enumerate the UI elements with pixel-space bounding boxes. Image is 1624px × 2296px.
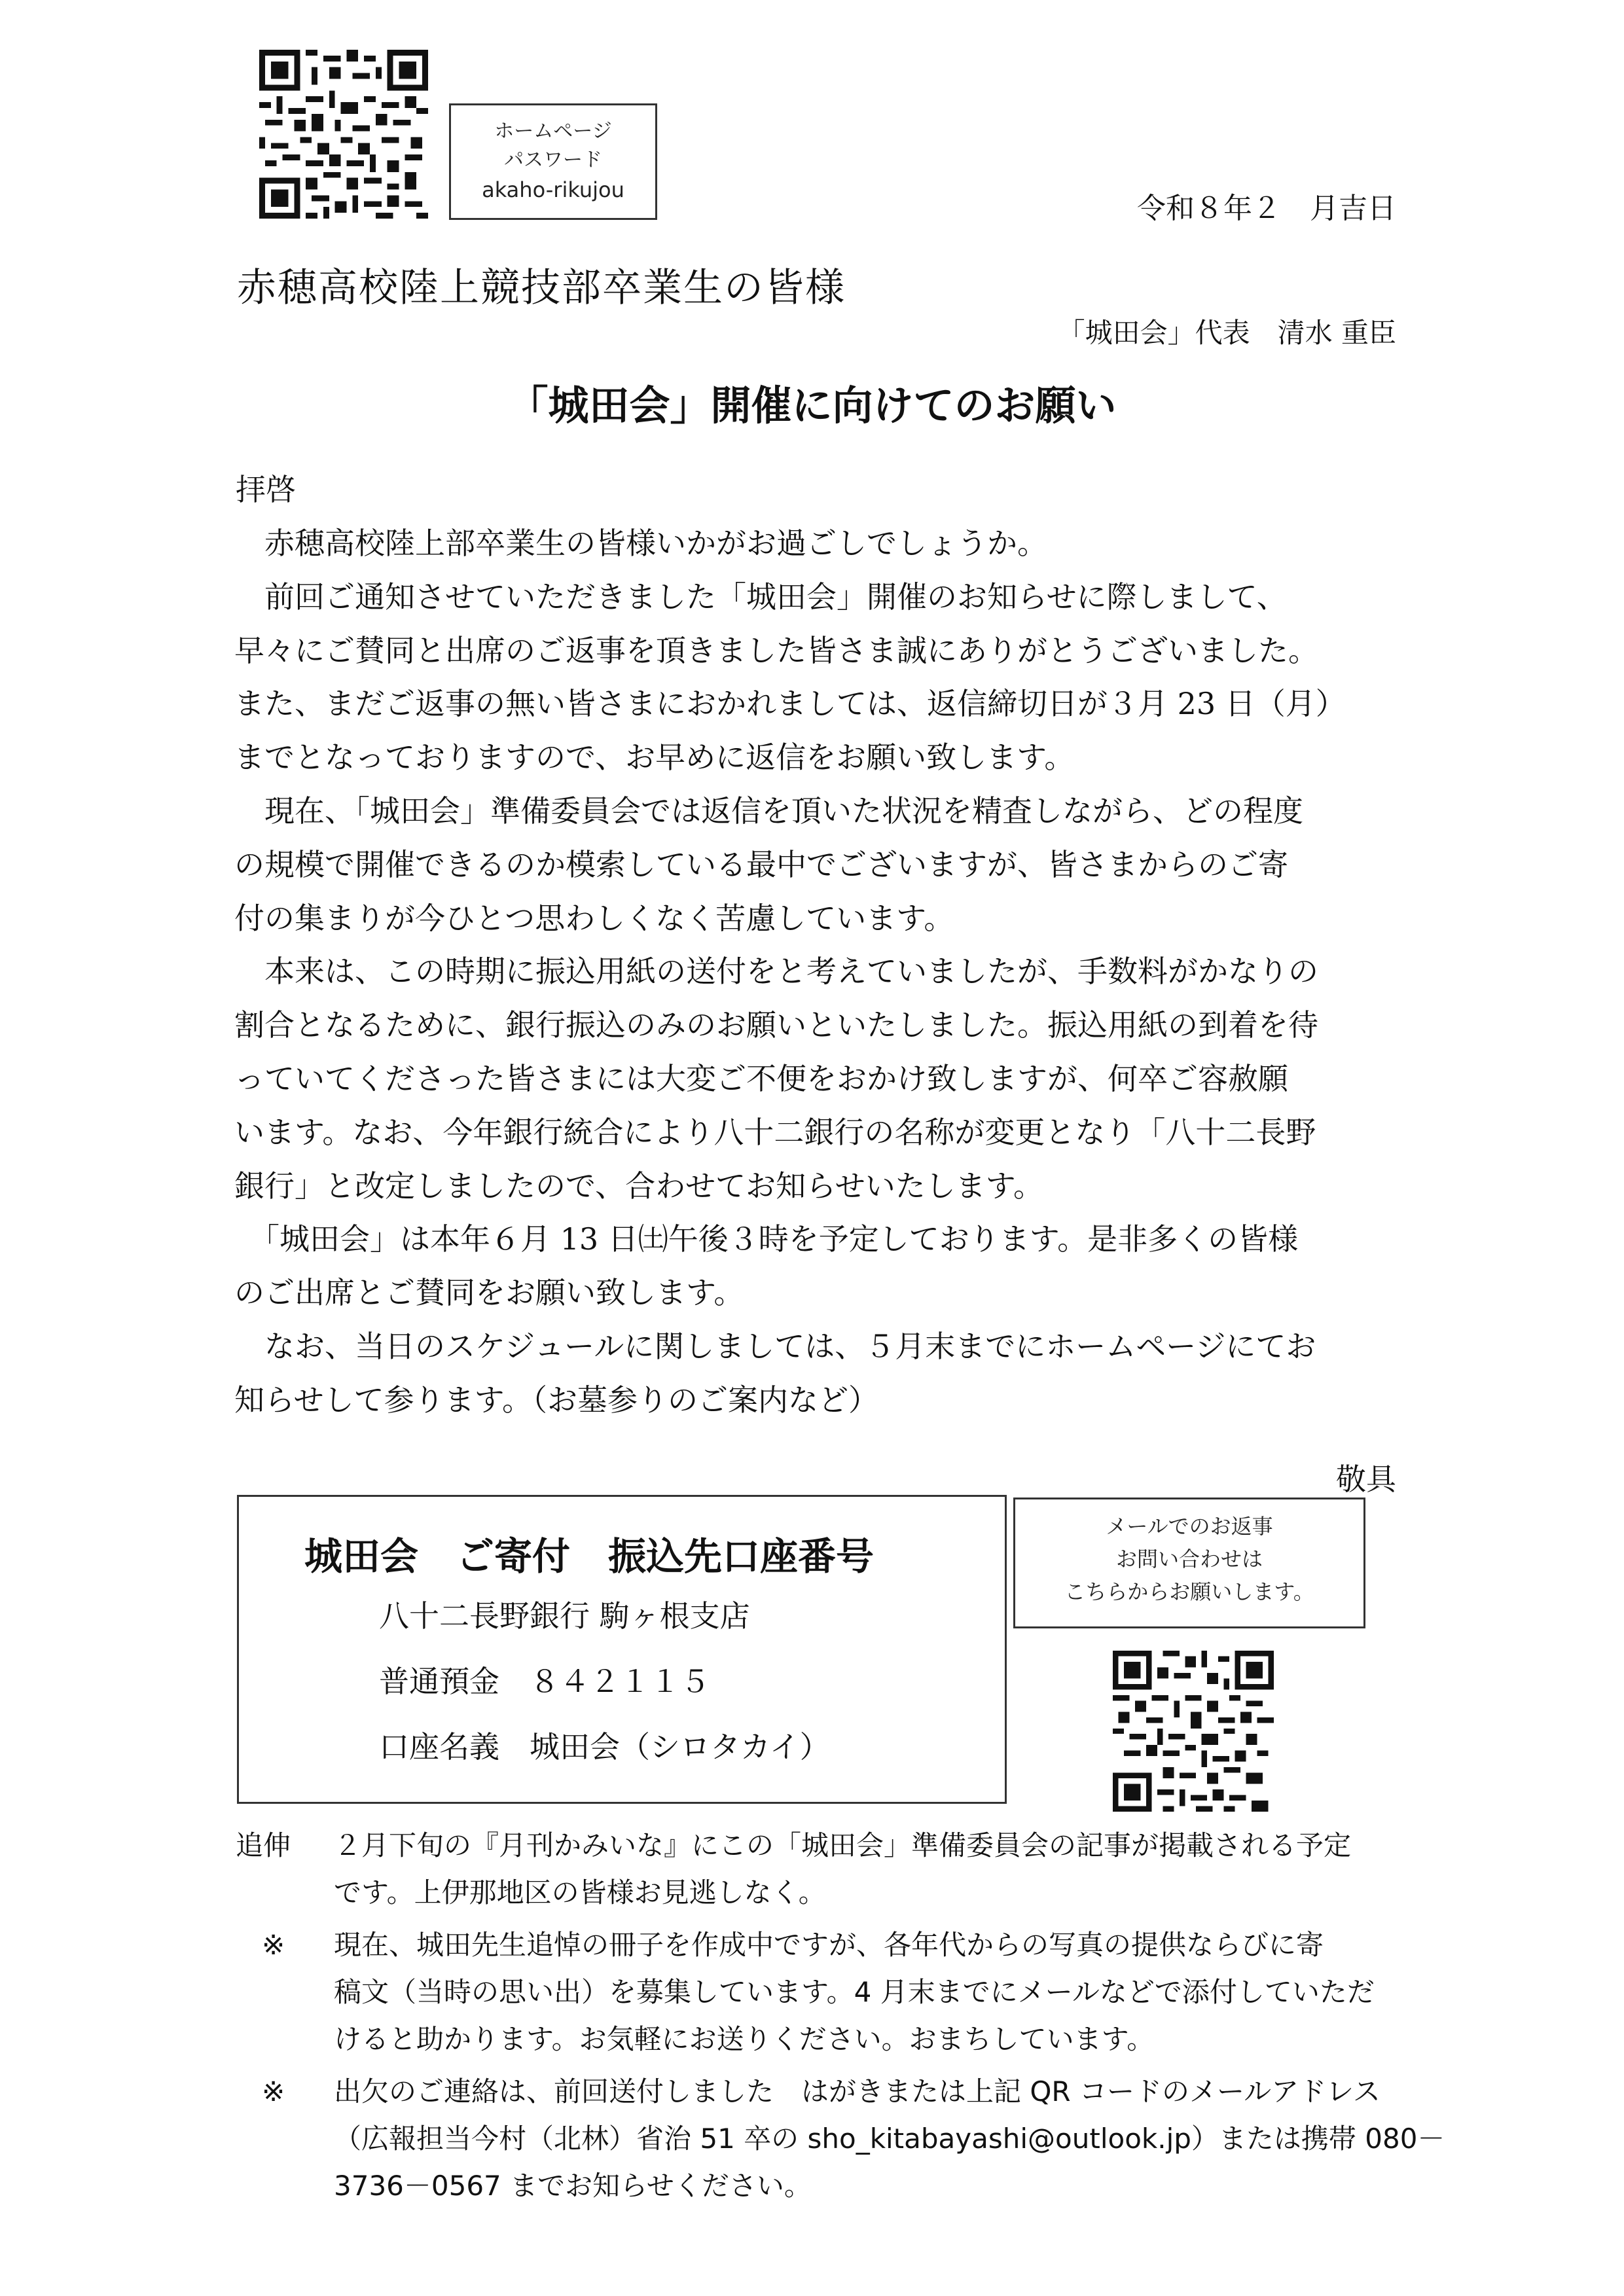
postscript-line: けると助かります。お気軽にお送りください。おまちしています。 (334, 2023, 1155, 2055)
sender: 「城田会」代表 清水 重臣 (1057, 317, 1396, 349)
account-holder: 口座名義 城田会（シロタカイ） (379, 1729, 830, 1765)
account-number: 普通預金 ８４２１１５ (379, 1664, 710, 1699)
page-title: 「城田会」開催に向けてのお願い (507, 382, 1117, 429)
note-mark: ※ (262, 2075, 285, 2108)
body-line: また、まだご返事の無い皆さまにおかれましては、返信締切日が３月 23 日（月） (234, 686, 1346, 722)
body-line: なお、当日のスケジュールに関しましては、５月末までにホームページにてお (234, 1328, 1316, 1364)
postscript-line: 出欠のご連絡は、前回送付しました はがきまたは上記 QR コードのメールアドレス (334, 2075, 1380, 2108)
password-box-line1: ホームページ (494, 120, 612, 143)
closing: 敬具 (1336, 1462, 1396, 1497)
body-line: 知らせして参ります。（お墓参りのご案内など） (234, 1382, 878, 1418)
password-box-line2: パスワード (504, 149, 602, 171)
postscript-contact-line: （広報担当今村（北林）省治 51 卒の sho_kitabayashi@outlook.jp）または携帯 080－ (334, 2123, 1445, 2155)
body-line: のご出席とご賛同をお願い致します。 (234, 1275, 744, 1311)
greeting: 拝啓 (236, 472, 296, 507)
postscript-line: 稿文（当時の思い出）を募集しています。4 月末までにメールなどで添付していただ (334, 1976, 1375, 2008)
postscript-line: 3736－0567 までお知らせください。 (334, 2170, 812, 2202)
body-line: います。なお、今年銀行統合により八十二銀行の名称が変更となり「八十二長野 (234, 1114, 1316, 1150)
body-line: 「城田会」は本年６月 13 日㈯午後３時を予定しております。是非多くの皆様 (234, 1221, 1299, 1257)
body-line: 現在、「城田会」準備委員会では返信を頂いた状況を精査しながら、どの程度 (234, 793, 1303, 829)
postscript-line: ２月下旬の『月刊かみいな』にこの「城田会」準備委員会の記事が掲載される予定 (334, 1829, 1352, 1861)
homepage-password: akaho-rikujou (482, 177, 624, 202)
letter-date: 令和８年２ 月吉日 (1137, 192, 1396, 225)
body-line: の規模で開催できるのか模索している最中でございますが、皆さまからのご寄 (234, 846, 1288, 882)
body-line: までとなっておりますので、お早めに返信をお願い致します。 (234, 740, 1075, 776)
postscript-line: 現在、城田先生追悼の冊子を作成中ですが、各年代からの写真の提供ならびに寄 (334, 1929, 1324, 1961)
body-line: っていてくださった皆さまには大変ご不便をおかけ致しますが、何卒ご容赦願 (234, 1060, 1288, 1096)
postscript-line: です。上伊那地区の皆様お見逃しなく。 (334, 1876, 826, 1909)
body-line: 本来は、この時期に振込用紙の送付をと考えていましたが、手数料がかなりの (234, 954, 1318, 990)
mail-box-line3: こちらからお願いします。 (1064, 1579, 1314, 1604)
body-line: 早々にご賛同と出席のご返事を頂きました皆さま誠にありがとうございました。 (234, 632, 1318, 668)
body-line: 付の集まりが今ひとつ思わしくなく苦慮しています。 (234, 900, 954, 936)
addressee: 赤穂高校陸上競技部卒業生の皆様 (237, 265, 846, 311)
body-line: 前回ご通知させていただきました「城田会」開催のお知らせに際しまして、 (234, 579, 1287, 615)
body-line: 赤穂高校陸上部卒業生の皆様いかがお過ごしでしょうか。 (234, 526, 1047, 561)
account-bank: 八十二長野銀行 駒ヶ根支店 (379, 1598, 750, 1634)
body-line: 割合となるために、銀行振込のみのお願いといたしました。振込用紙の到着を待 (234, 1007, 1318, 1043)
note-mark: ※ (262, 1929, 285, 1961)
account-heading: 城田会 ご寄付 振込先口座番号 (304, 1534, 875, 1579)
postscript-label: 追伸 (236, 1829, 291, 1861)
mail-box-line1: メールでのお返事 (1106, 1514, 1273, 1539)
body-line: 銀行」と改定しましたので、合わせてお知らせいたします。 (234, 1168, 1044, 1204)
mail-box-line2: お問い合わせは (1115, 1547, 1263, 1571)
